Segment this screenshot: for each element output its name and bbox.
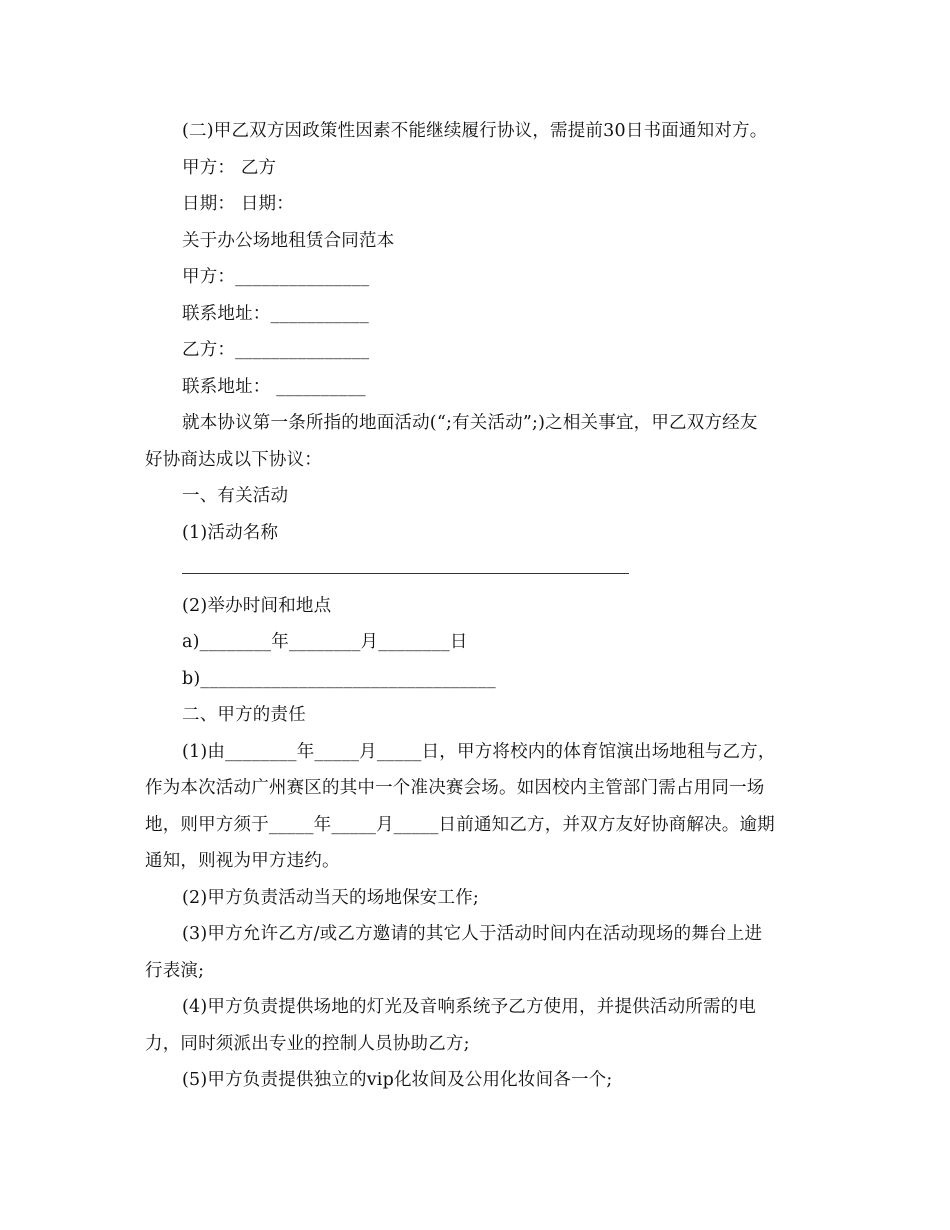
clause-2-4-line-1: (4)甲方负责提供场地的灯光及音响系统予乙方使用，并提供活动所需的电	[182, 997, 757, 1017]
preamble-line-1: 就本协议第一条所指的地面活动(“;有关活动”;)之相关事宜，甲乙双方经友	[182, 413, 758, 433]
signature-dates: 日期： 日期：	[182, 194, 294, 214]
clause-2-2: (2)甲方负责活动当天的场地保安工作;	[182, 887, 479, 908]
document-title: 关于办公场地租赁合同范本	[182, 230, 395, 251]
section-1-heading: 一、有关活动	[182, 486, 289, 506]
preamble-line-2: 好协商达成以下协议：	[145, 449, 322, 470]
activity-name-label: (1)活动名称	[182, 522, 279, 543]
section-2-heading: 二、甲方的责任	[182, 705, 306, 725]
signature-parties: 甲方： 乙方	[182, 157, 277, 178]
party-b-field: 乙方：_______________	[182, 340, 370, 360]
place-blank-line: b)_________________________________	[182, 668, 496, 689]
date-blank-line: a)________年________月________日	[182, 632, 468, 652]
document-body	[145, 113, 810, 1099]
activity-name-blank	[145, 551, 810, 588]
party-a-field: 甲方：_______________	[182, 267, 370, 287]
clause-2-4-line-2: 力，同时须派出专业的控制人员协助乙方;	[145, 1033, 470, 1054]
blank-underline	[182, 573, 629, 574]
clause-2-1-line-1: (1)由________年_____月_____日，甲方将校内的体育馆演出场地租与乙方，	[182, 741, 776, 762]
party-a-address-field: 联系地址：___________	[182, 303, 369, 324]
clause-2-3-line-2: 行表演;	[145, 960, 205, 981]
party-b-address-field: 联系地址： __________	[182, 376, 366, 397]
clause-2-1-line-2: 作为本次活动广州赛区的其中一个准决赛会场。如因校内主管部门需占用同一场	[145, 778, 765, 798]
clause-2-1-line-3: 地，则甲方须于_____年_____月_____日前通知乙方，并双方友好协商解决。逾期	[145, 814, 775, 835]
clause-2-3-line-1: (3)甲方允许乙方/或乙方邀请的其它人于活动时间内在活动现场的舞台上进	[182, 924, 763, 944]
time-place-label: (2)举办时间和地点	[182, 595, 332, 616]
clause-2-5: (5)甲方负责提供独立的vip化妆间及公用化妆间各一个;	[182, 1070, 613, 1090]
clause-2-1-line-4: 通知，则视为甲方违约。	[145, 851, 340, 871]
clause-termination-notice: (二)甲乙双方因政策性因素不能继续履行协议，需提前30日书面通知对方。	[182, 121, 768, 141]
